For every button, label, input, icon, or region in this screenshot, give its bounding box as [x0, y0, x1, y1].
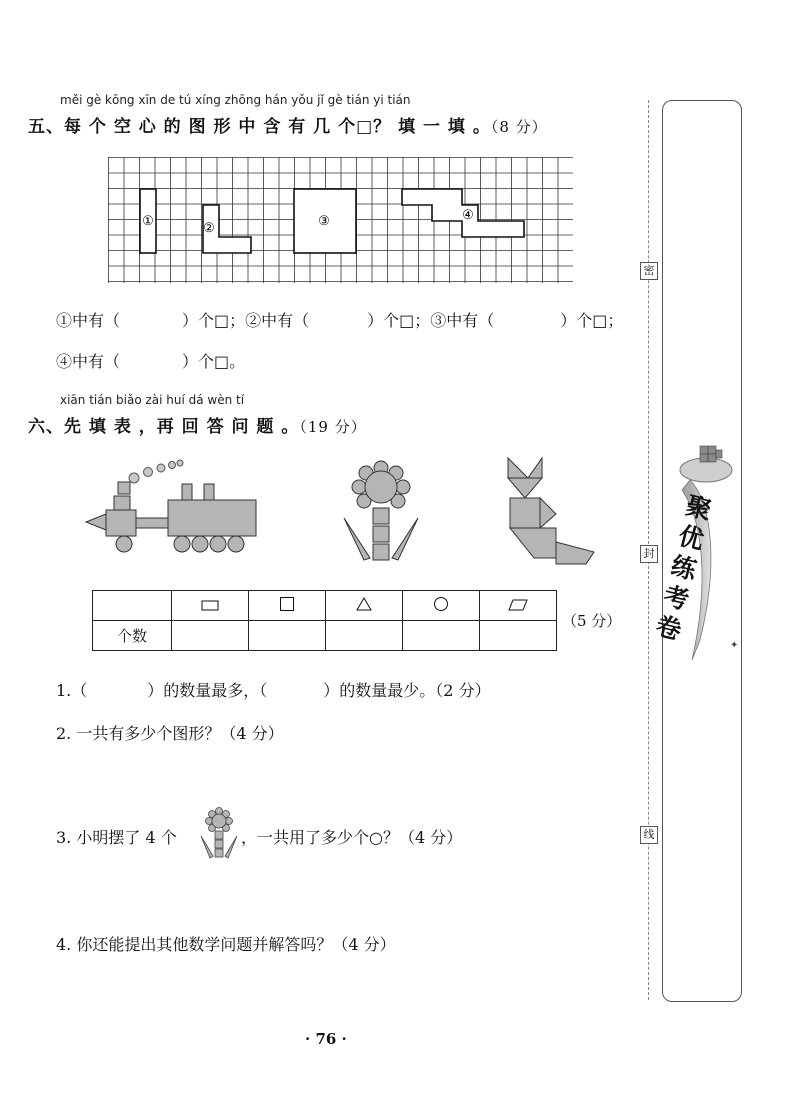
- rectangle-icon: [201, 599, 219, 611]
- section5-pinyin: měi gè kōng xīn de tú xíng zhōng hán yǒu jǐ gè tián yi tián: [60, 93, 411, 107]
- question-text: 3. 小明摆了 4 个: [56, 828, 177, 847]
- count-cell-square[interactable]: [249, 621, 326, 651]
- parallelogram-icon: [508, 599, 528, 611]
- section6-title-text: 六、先 填 表 ，再 回 答 问 题 。: [28, 417, 300, 437]
- section5-title: [28, 112, 548, 137]
- table-header-triangle: [326, 591, 403, 621]
- answer-text: ①中有（: [56, 311, 121, 330]
- section6-pinyin: xiān tián biǎo zài huí dá wèn tí: [60, 393, 245, 407]
- table-header-row: [93, 591, 557, 621]
- count-cell-circle[interactable]: [403, 621, 480, 651]
- question-text: ）的数量最多，（: [147, 681, 268, 700]
- circle-icon: [433, 596, 449, 612]
- seal-mark-xian: 线: [640, 826, 658, 844]
- train-picture: [84, 456, 264, 556]
- table-score: （5 分）: [562, 612, 622, 630]
- shape-label-4: ④: [462, 208, 474, 223]
- section6-title: [28, 412, 367, 437]
- shape-label-3: ③: [318, 214, 330, 229]
- section5-answer-line-1: [56, 308, 623, 331]
- table-count-row: [93, 621, 557, 651]
- seal-mark-mi: 密: [640, 262, 658, 280]
- page-number: · 76 ·: [305, 1030, 347, 1048]
- table-header-parallelogram: [480, 591, 557, 621]
- table-header-rectangle: [172, 591, 249, 621]
- table-header-circle: [403, 591, 480, 621]
- brand-title: 聚优练考卷: [653, 490, 715, 646]
- answer-text: ）个□；③中有（: [367, 311, 495, 330]
- answer-text: ）个□；: [560, 311, 624, 330]
- table-row-label: 个数: [93, 621, 172, 651]
- shape-grid: [108, 157, 573, 283]
- question-4: 4. 你还能提出其他数学问题并解答吗？（4 分）: [56, 935, 396, 954]
- shape-label-2: ②: [203, 221, 215, 236]
- section5-title-text: 五、每 个 空 心 的 图 形 中 含 有 几 个□？ 填 一 填 。: [28, 117, 491, 137]
- table-header-square: [249, 591, 326, 621]
- answer-text: ④中有（: [56, 352, 121, 371]
- count-cell-rectangle[interactable]: [172, 621, 249, 651]
- shape-count-table: [92, 590, 557, 651]
- question-3: [56, 825, 177, 848]
- answer-text: ）个□。: [182, 352, 246, 371]
- question-3-rest: ，一共用了多少个○？（4 分）: [241, 828, 463, 847]
- answer-text: ）个□；②中有（: [182, 311, 310, 330]
- seal-mark-feng: 封: [640, 545, 658, 563]
- shape-label-1: ①: [142, 214, 154, 229]
- section5-answer-line-2: [56, 349, 245, 372]
- question-text: 1.（: [56, 681, 88, 700]
- question-2: 2. 一共有多少个图形？（4 分）: [56, 724, 284, 743]
- flower-picture: [336, 456, 426, 566]
- section5-score: （8 分）: [490, 118, 548, 136]
- tangram-fox-picture: [500, 454, 596, 568]
- count-cell-parallelogram[interactable]: [480, 621, 557, 651]
- table-corner-cell: [93, 591, 172, 621]
- square-icon: [279, 596, 295, 612]
- section6-score: （19 分）: [299, 418, 367, 436]
- question-text: ）的数量最少。（2 分）: [323, 681, 491, 700]
- small-flower-icon: [198, 806, 240, 862]
- count-cell-triangle[interactable]: [326, 621, 403, 651]
- sparkle-icon: ✦: [730, 640, 739, 651]
- question-1: [56, 678, 491, 701]
- triangle-icon: [356, 597, 372, 611]
